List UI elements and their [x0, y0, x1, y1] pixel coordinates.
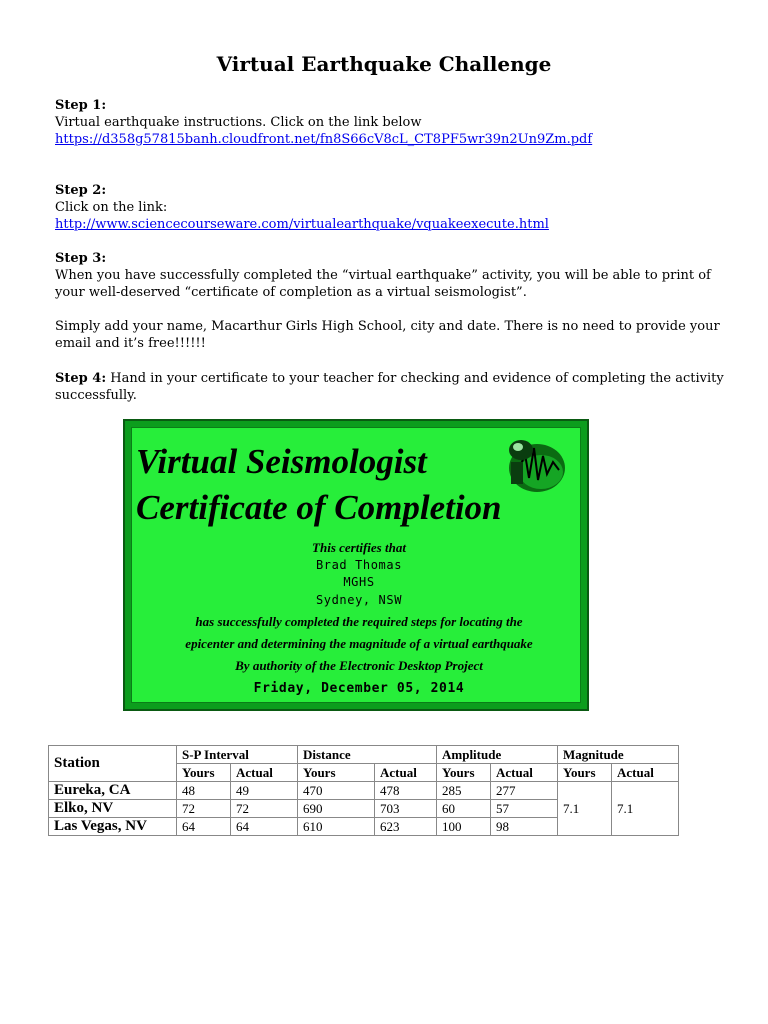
- distance-actual-cell: 623: [375, 818, 437, 836]
- sub-header-actual: Actual: [612, 764, 679, 782]
- certificate-authority: By authority of the Electronic Desktop Project: [235, 658, 483, 673]
- certificate-title-line-2: Certificate of Completion: [136, 488, 502, 527]
- station-cell: Las Vegas, NV: [49, 818, 177, 836]
- group-header-sp: S-P Interval: [177, 746, 298, 764]
- amplitude-yours-cell: 60: [437, 800, 491, 818]
- step-4: [55, 370, 725, 404]
- distance-yours-cell: 690: [298, 800, 375, 818]
- step-4-heading: Step 4:: [55, 371, 107, 386]
- page-title: Virtual Earthquake Challenge: [216, 52, 552, 76]
- sp-actual-cell: 72: [231, 800, 298, 818]
- certificate-name: Brad Thomas: [315, 558, 403, 572]
- station-cell: Elko, NV: [49, 800, 177, 818]
- step-1: [55, 97, 725, 148]
- magnitude-yours-cell: 7.1: [558, 782, 612, 836]
- amplitude-yours-cell: 100: [437, 818, 491, 836]
- certificate-school: MGHS: [343, 575, 375, 589]
- distance-actual-cell: 703: [375, 800, 437, 818]
- step-3: [55, 250, 725, 352]
- distance-actual-cell: 478: [375, 782, 437, 800]
- certificate-image: [123, 419, 589, 711]
- sub-header-actual: Actual: [375, 764, 437, 782]
- magnitude-actual-cell: 7.1: [612, 782, 679, 836]
- step-3-heading: Step 3:: [55, 251, 107, 266]
- group-header-amplitude: Amplitude: [437, 746, 558, 764]
- sp-yours-cell: 72: [177, 800, 231, 818]
- amplitude-yours-cell: 285: [437, 782, 491, 800]
- step-1-text: Virtual earthquake instructions. Click on the link below: [55, 115, 422, 130]
- certificate-certifies: This certifies that: [312, 540, 406, 555]
- table-row: [49, 782, 679, 800]
- amplitude-actual-cell: 57: [491, 800, 558, 818]
- step-2: [55, 182, 725, 233]
- certificate-panel: [131, 427, 581, 703]
- distance-yours-cell: 610: [298, 818, 375, 836]
- distance-yours-cell: 470: [298, 782, 375, 800]
- sub-header-yours: Yours: [298, 764, 375, 782]
- station-header: Station: [49, 746, 177, 782]
- amplitude-actual-cell: 277: [491, 782, 558, 800]
- step-4-text: Hand in your certificate to your teacher for checking and evidence of completing the activity successfully.: [55, 371, 724, 403]
- sp-yours-cell: 64: [177, 818, 231, 836]
- step-2-text: Click on the link:: [55, 200, 168, 215]
- sub-header-actual: Actual: [491, 764, 558, 782]
- sp-yours-cell: 48: [177, 782, 231, 800]
- step-2-link[interactable]: http://www.sciencecourseware.com/virtualearthquake/vquakeexecute.html: [55, 217, 549, 232]
- certificate-date: Friday, December 05, 2014: [253, 681, 465, 696]
- sp-actual-cell: 49: [231, 782, 298, 800]
- step-3-text: When you have successfully completed the “virtual earthquake” activity, you will be able to print of your well-deserved “certificate of completion as a virtual seismologist”.: [55, 268, 711, 300]
- amplitude-actual-cell: 98: [491, 818, 558, 836]
- results-table: [48, 745, 679, 836]
- certificate-body-line-2: epicenter and determining the magnitude of a virtual earthquake: [185, 636, 533, 651]
- certificate-title-line-1: Virtual Seismologist: [136, 442, 427, 481]
- group-header-distance: Distance: [298, 746, 437, 764]
- certificate-place: Sydney, NSW: [315, 593, 403, 607]
- sp-actual-cell: 64: [231, 818, 298, 836]
- table-header-row: [49, 746, 679, 764]
- step-1-heading: Step 1:: [55, 98, 107, 113]
- certificate-body-line-1: has successfully completed the required steps for locating the: [195, 614, 523, 629]
- globe-seismograph-icon: [497, 434, 569, 496]
- sub-header-yours: Yours: [177, 764, 231, 782]
- sub-header-actual: Actual: [231, 764, 298, 782]
- step-1-link[interactable]: https://d358g57815banh.cloudfront.net/fn8S66cV8cL_CT8PF5wr39n2Un9Zm.pdf: [55, 132, 593, 147]
- station-cell: Eureka, CA: [49, 782, 177, 800]
- step-3-text-2: Simply add your name, Macarthur Girls High School, city and date. There is no need to provide your email and it’s free!!!!!!: [55, 319, 720, 351]
- sub-header-yours: Yours: [558, 764, 612, 782]
- group-header-magnitude: Magnitude: [558, 746, 679, 764]
- step-2-heading: Step 2:: [55, 183, 107, 198]
- sub-header-yours: Yours: [437, 764, 491, 782]
